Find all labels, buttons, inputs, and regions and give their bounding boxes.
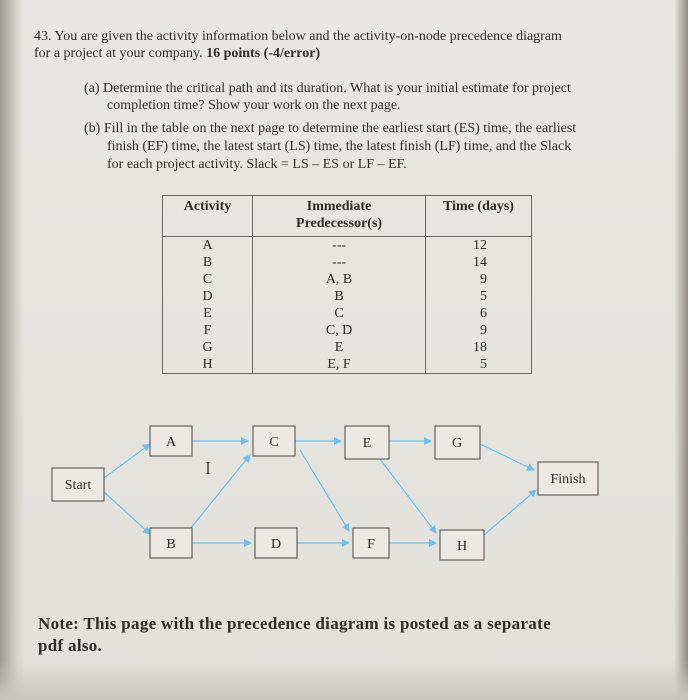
node-f-label: F <box>367 537 375 552</box>
note-line-2: pdf also. <box>38 636 103 655</box>
text-cursor-icon: I <box>205 458 211 478</box>
arrow-e-h <box>380 459 436 533</box>
node-b <box>150 528 192 558</box>
node-g <box>435 426 480 459</box>
node-a <box>150 426 192 456</box>
question-line-2-text: for a project at your company. <box>34 46 207 61</box>
cell-predecessors: C, D <box>253 322 426 339</box>
part-a-line-2: completion time? Show your work on the next page. <box>107 98 401 113</box>
cell-predecessors: --- <box>253 254 426 271</box>
arrow-c-f <box>300 450 349 531</box>
part-b-line-3: for each project activity. Slack = LS – ES or LF – EF. <box>107 157 407 172</box>
header-predecessors-line-1: Immediate <box>306 199 372 214</box>
node-finish-label: Finish <box>550 472 586 487</box>
node-d <box>255 528 297 558</box>
cell-activity: H <box>163 356 253 374</box>
cell-time: 12 <box>426 237 532 255</box>
node-b-label: B <box>166 537 176 552</box>
arrow-start-b <box>104 492 150 534</box>
cell-time: 6 <box>426 305 532 322</box>
cell-activity: F <box>163 322 253 339</box>
node-c-label: C <box>269 435 279 450</box>
arrow-b-c <box>186 455 250 534</box>
cell-activity: B <box>163 254 253 271</box>
cell-time: 18 <box>426 339 532 356</box>
arrow-g-finish <box>480 444 534 470</box>
node-g-label: G <box>451 436 463 451</box>
arrow-start-a <box>104 444 150 478</box>
cell-predecessors: E <box>253 339 426 356</box>
cell-predecessors: E, F <box>253 356 426 374</box>
cell-time: 5 <box>426 288 532 305</box>
header-activity: Activity <box>163 196 253 237</box>
header-predecessors-line-2: Predecessor(s) <box>296 216 383 231</box>
cell-predecessors: --- <box>253 237 426 255</box>
node-finish <box>538 462 598 495</box>
note-line-1: Note: This page with the precedence diagram is posted as a separate <box>38 614 551 633</box>
cell-time: 9 <box>426 271 532 288</box>
node-c <box>253 426 295 456</box>
arrow-h-finish <box>484 490 536 535</box>
part-a-line-1: (a) Determine the critical path and its duration. What is your initial estimate for project <box>84 81 571 96</box>
part-b-line-1: (b) Fill in the table on the next page to determine the earliest start (ES) time, the earliest <box>84 121 577 136</box>
node-h-label: H <box>456 539 468 554</box>
node-h <box>440 530 484 560</box>
header-time: Time (days) <box>426 196 532 237</box>
cell-activity: D <box>163 288 253 305</box>
cell-activity: A <box>163 237 253 255</box>
cell-predecessors: C <box>253 305 426 322</box>
node-a-label: A <box>165 435 177 450</box>
node-start-label: Start <box>64 478 92 493</box>
cell-predecessors: B <box>253 288 426 305</box>
part-b-line-2: finish (EF) time, the latest start (LS) time, the latest finish (LF) time, and the Slack <box>107 139 572 154</box>
cell-time: 9 <box>426 322 532 339</box>
node-f <box>353 528 389 558</box>
question-points: 16 points (-4/error) <box>206 46 321 61</box>
cell-activity: G <box>163 339 253 356</box>
node-d-label: D <box>270 537 282 552</box>
node-e <box>345 426 389 459</box>
cell-activity: C <box>163 271 253 288</box>
cell-activity: E <box>163 305 253 322</box>
cell-time: 5 <box>426 356 532 374</box>
note <box>38 613 551 657</box>
node-start <box>52 468 104 501</box>
cell-time: 14 <box>426 254 532 271</box>
node-e-label: E <box>362 436 372 451</box>
cell-predecessors: A, B <box>253 271 426 288</box>
question-line-1: 43. You are given the activity information below and the activity-on-node precedence diagram <box>34 29 562 44</box>
